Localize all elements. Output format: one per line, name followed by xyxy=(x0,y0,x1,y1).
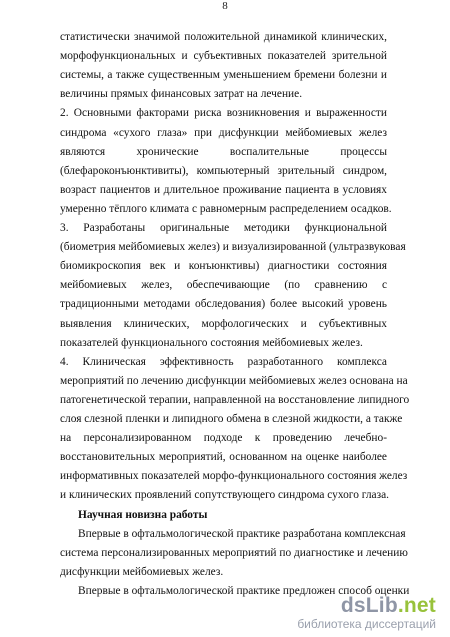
text-line: величины прямых финансовых затрат на лечение. xyxy=(60,88,303,101)
text-line: Впервые в офтальмологической практике предложен способ оценки xyxy=(78,584,410,597)
text-line: восстановительных мероприятий, основанном на оценке наиболее xyxy=(60,451,387,464)
text-line: синдрома «сухого глаза» при дисфункции мейбомиевых желез xyxy=(60,126,387,139)
text-line: (биометрия мейбомиевых желез) и визуализированной (ультразвуковая xyxy=(60,241,406,254)
text-line: мероприятий по лечению дисфункции мейбомиевых желез основана на xyxy=(60,374,408,387)
text-line: возраст пациентов и длительное проживание пациента в условиях xyxy=(60,183,387,196)
text-line: умеренно тёплого климата с равномерным распределением осадков. xyxy=(60,202,392,215)
text-line: дисфункции мейбомиевых желез. xyxy=(60,565,224,578)
dslib-subtitle: библиотека диссертаций xyxy=(297,617,436,631)
text-line: традиционными методами обследования) более высокий уровень xyxy=(60,298,387,311)
text-line: 3. Разработаны оригинальные методики функциональной xyxy=(60,222,387,234)
text-line: (блефароконъюнктивиты), компьютерный зрительный синдром, xyxy=(60,164,387,177)
text-line: слоя слезной пленки и липидного обмена в слезной жидкости, а также xyxy=(60,413,403,425)
dslib-watermark xyxy=(266,595,436,631)
text-line: на персонализированном подходе к проведению лечебно- xyxy=(60,432,387,445)
text-line: системы, а также существенным уменьшением бремени болезни и xyxy=(60,69,387,82)
text-line: информативных показателей морфо-функционального состояния желез xyxy=(60,470,408,483)
text-line: и клинических проявлений сопутствующего синдрома сухого глаза. xyxy=(60,489,389,502)
section-heading: Научная новизна работы xyxy=(78,508,208,521)
text-line: патогенетической терапии, направленной на восстановление липидного xyxy=(60,393,410,406)
text-line: биомикроскопия век и конъюнктивы) диагностики состояния xyxy=(60,260,387,273)
text-line: 4. Клиническая эффективность разработанного комплекса xyxy=(60,355,387,368)
text-line: 2. Основными факторами риска возникновения и выраженности xyxy=(60,107,387,120)
text-line: показателей функционального состояния мейбомиевых желез. xyxy=(60,336,363,349)
text-line: статистически значимой положительной динамикой клинических, xyxy=(60,31,387,43)
dslib-logo: dsLib.net xyxy=(340,594,436,617)
text-line: являются хронические воспалительные процессы xyxy=(60,145,387,158)
text-line: Впервые в офтальмологической практике разработана комплексная xyxy=(78,527,406,540)
page-number: 8 xyxy=(222,0,228,12)
text-line: выявления клинических, морфологических и субъективных xyxy=(60,317,387,330)
text-line: морфофункциональных и субъективных показателей зрительной xyxy=(60,50,387,63)
text-line: система персонализированных мероприятий по диагностике и лечению xyxy=(60,546,408,559)
text-line: мейбомиевых желез, обеспечивающие (по сравнению с xyxy=(60,279,387,292)
